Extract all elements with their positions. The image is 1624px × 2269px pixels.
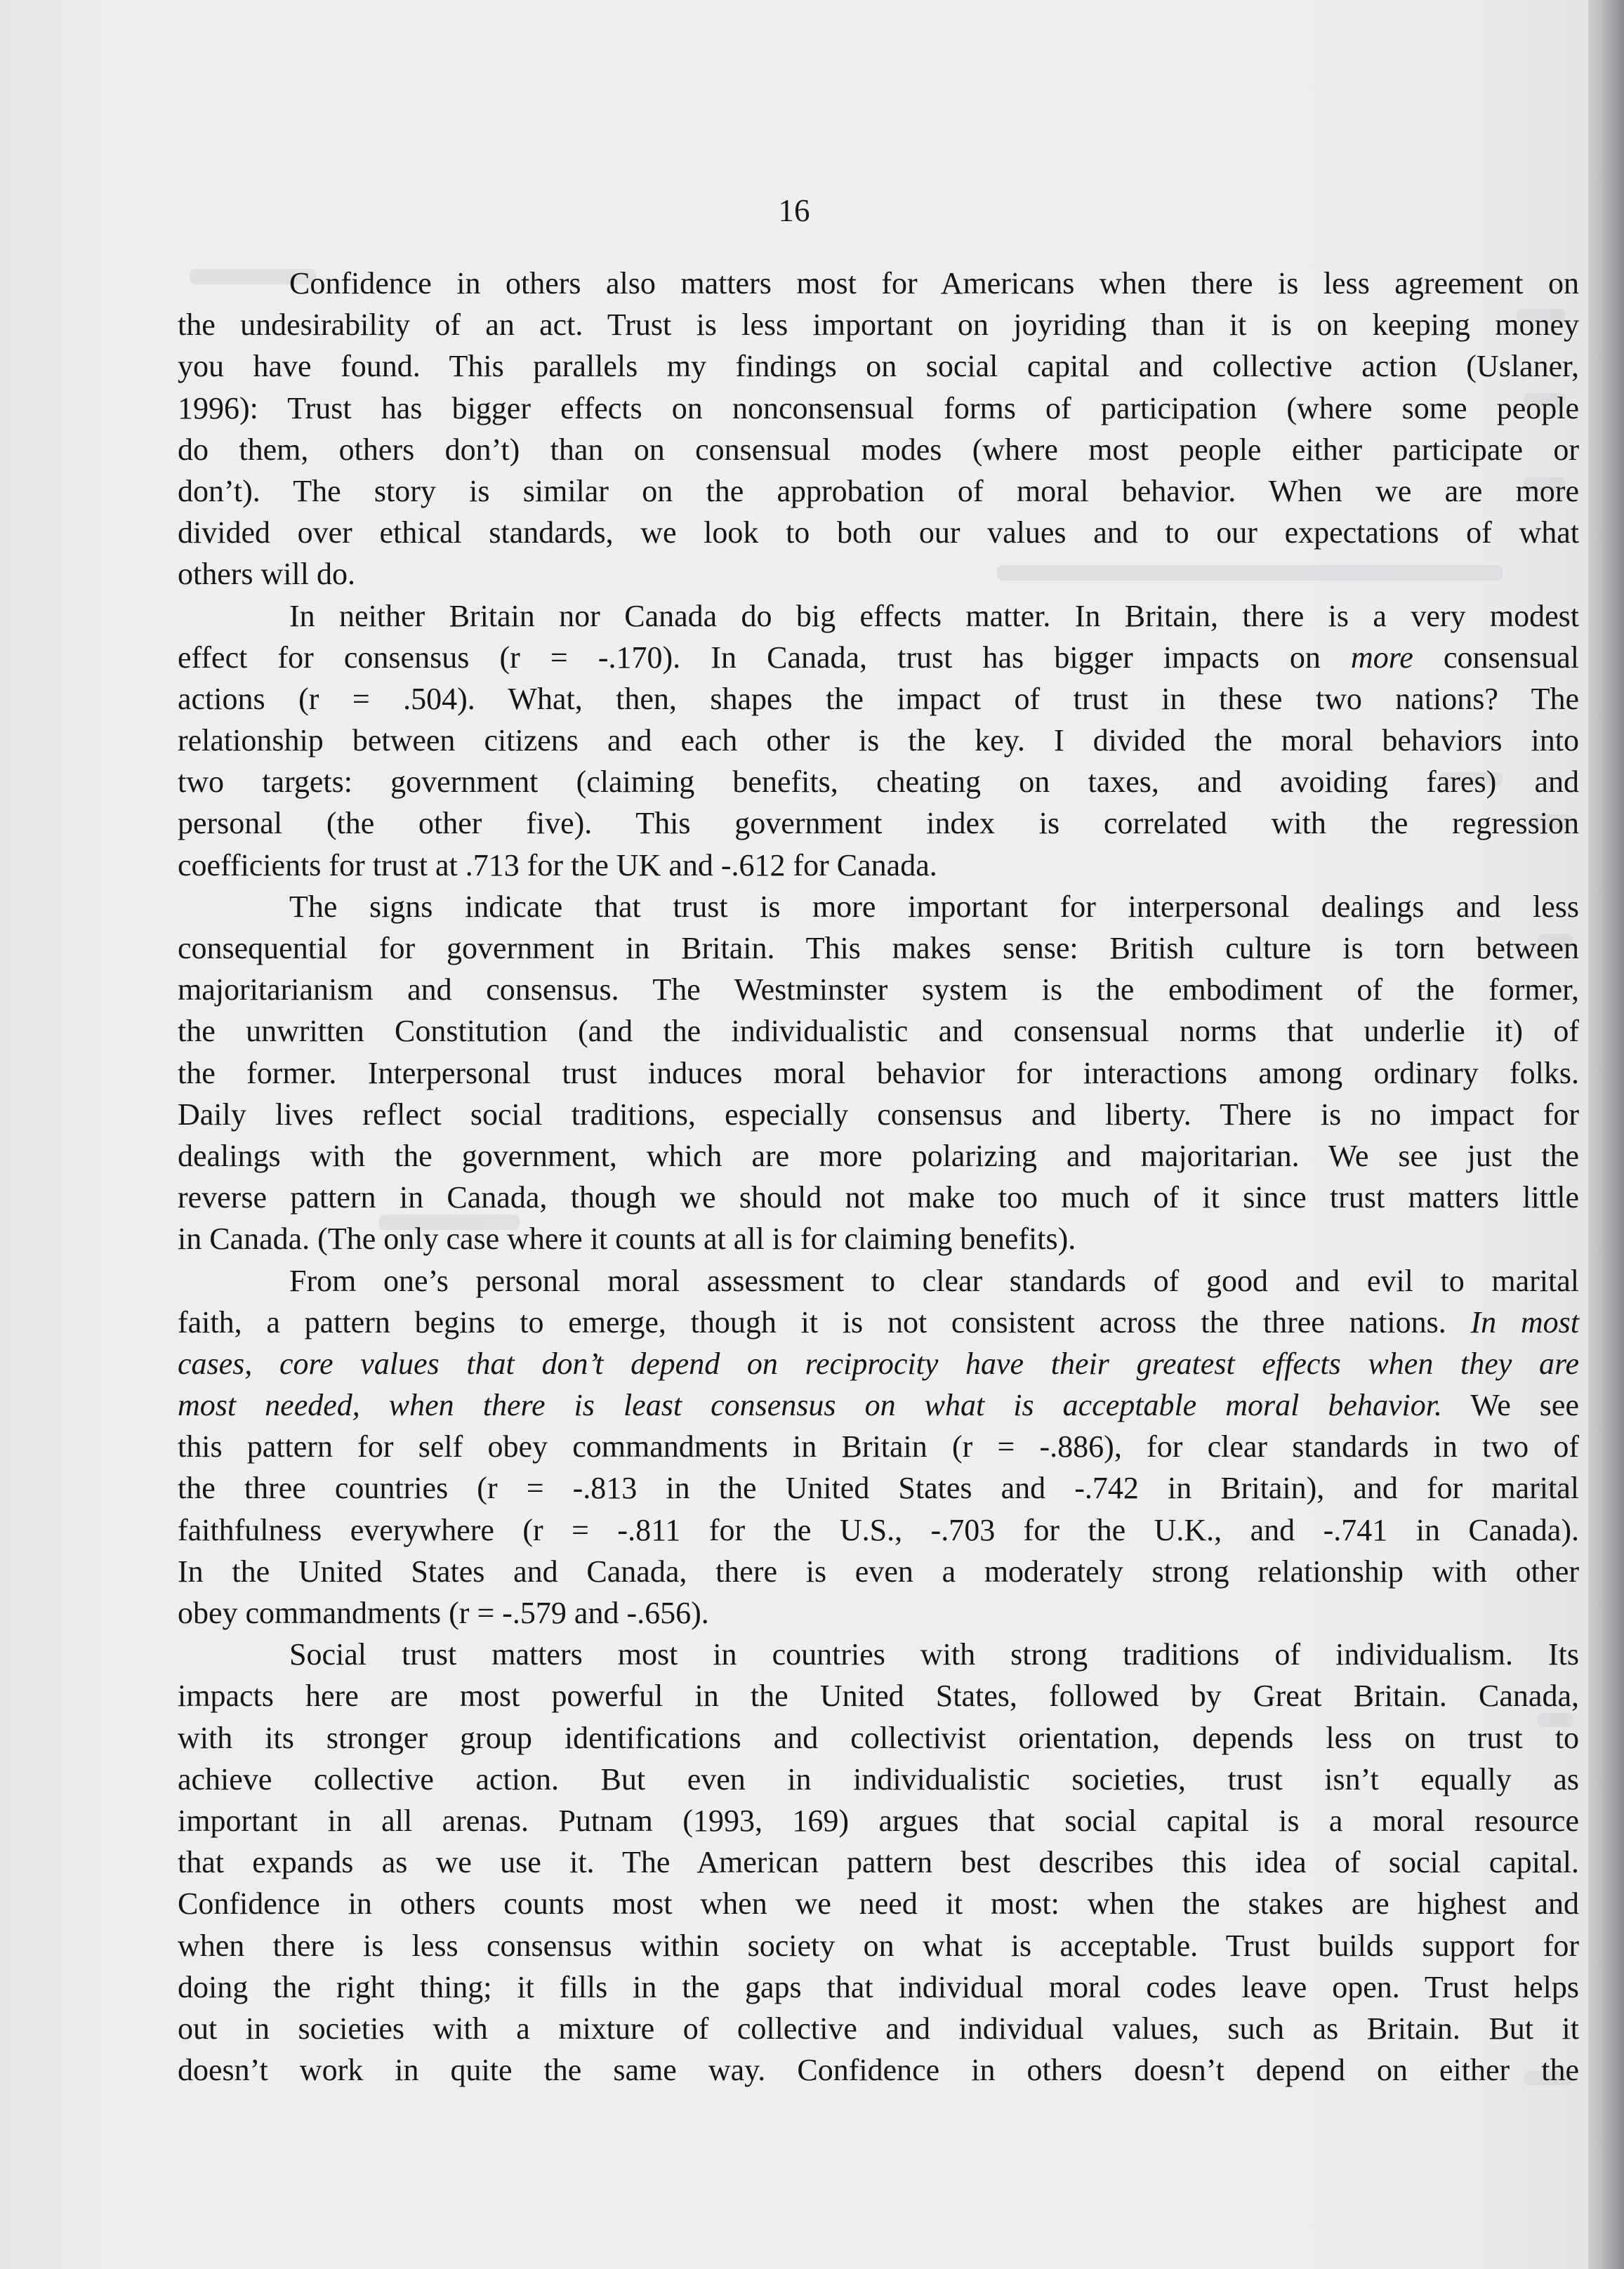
text-line xyxy=(178,969,1579,1010)
text-line xyxy=(178,1177,1579,1218)
text-line xyxy=(178,1925,1579,1966)
text-line xyxy=(178,1800,1579,1841)
text-line xyxy=(178,1675,1579,1716)
text-segment: consensual xyxy=(1413,640,1579,675)
text-line xyxy=(178,1260,1579,1302)
text-segment: that expands as we use it. The American pattern best describes this idea of social capital. xyxy=(178,1845,1579,1880)
text-line xyxy=(178,1052,1579,1094)
text-segment: two targets: government (claiming benefits, cheating on taxes, and avoiding fares) and xyxy=(178,765,1579,800)
text-segment: the undesirability of an act. Trust is less important on joyriding than it is on keeping money xyxy=(178,307,1579,343)
text-line xyxy=(178,2008,1579,2049)
text-segment: Daily lives reflect social traditions, especially consensus and liberty. There is no impact for xyxy=(178,1097,1579,1132)
text-segment: doing the right thing; it fills in the gaps that individual moral codes leave open. Trust helps xyxy=(178,1969,1579,2004)
text-line xyxy=(178,1883,1579,1924)
text-line xyxy=(178,1717,1579,1759)
italic-text-segment: cases, core values that don’t depend on reciprocity have their greatest effects when they are xyxy=(178,1346,1579,1381)
text-line xyxy=(178,761,1579,802)
text-segment: you have found. This parallels my findings on social capital and collective action (Uslaner, xyxy=(178,349,1579,384)
text-segment: In neither Britain nor Canada do big effects matter. In Britain, there is a very modest xyxy=(289,598,1579,633)
text-segment: actions (r = .504). What, then, shapes the impact of trust in these two nations? The xyxy=(178,681,1579,716)
text-line xyxy=(178,1302,1579,1343)
text-segment: important in all arenas. Putnam (1993, 169) argues that social capital is a moral resource xyxy=(178,1803,1579,1838)
text-segment: dealings with the government, which are more polarizing and majoritarian. We see just the xyxy=(178,1138,1579,1173)
text-segment: in Canada. (The only case where it counts at all is for claiming benefits). xyxy=(178,1222,1076,1257)
text-line xyxy=(178,595,1579,637)
text-segment: faithfulness everywhere (r = -.811 for the U.S., -.703 for the U.K., and -.741 in Canada). xyxy=(178,1512,1579,1547)
text-line xyxy=(178,345,1579,387)
text-segment: with its stronger group identifications and collectivist orientation, depends less on trust to xyxy=(178,1720,1579,1755)
text-line xyxy=(178,429,1579,470)
text-line xyxy=(178,1509,1579,1551)
text-line xyxy=(178,1343,1579,1384)
text-line xyxy=(178,1094,1579,1135)
text-line xyxy=(178,1467,1579,1509)
text-segment: achieve collective action. But even in individualistic societies, trust isn’t equally as xyxy=(178,1761,1579,1797)
text-segment: Confidence in others also matters most for Americans when there is less agreement on xyxy=(289,266,1579,300)
text-line xyxy=(178,678,1579,720)
text-segment: coefficients for trust at .713 for the UK and -.612 for Canada. xyxy=(178,847,937,882)
text-segment: majoritarianism and consensus. The Westminster system is the embodiment of the former, xyxy=(178,972,1579,1007)
italic-text-segment: In most xyxy=(1470,1304,1579,1339)
text-line xyxy=(178,1966,1579,2008)
text-line xyxy=(178,1384,1579,1426)
text-line xyxy=(178,720,1579,761)
text-line xyxy=(178,886,1579,927)
text-line xyxy=(178,802,1579,844)
text-line xyxy=(178,1634,1579,1675)
text-segment: divided over ethical standards, we look to both our values and to our expectations of what xyxy=(178,515,1579,550)
text-segment: when there is less consensus within society on what is acceptable. Trust builds support for xyxy=(178,1928,1579,1963)
text-segment: doesn’t work in quite the same way. Confidence in others doesn’t depend on either the xyxy=(178,2053,1579,2088)
text-segment: Confidence in others counts most when we need it most: when the stakes are highest and xyxy=(178,1886,1579,1921)
text-segment: 1996): Trust has bigger effects on nonconsensual forms of participation (where some people xyxy=(178,390,1579,425)
text-line xyxy=(178,388,1579,429)
text-segment: this pattern for self obey commandments in Britain (r = -.886), for clear standards in two of xyxy=(178,1429,1579,1464)
text-segment: others will do. xyxy=(178,557,355,592)
text-segment: reverse pattern in Canada, though we should not make too much of it since trust matters little xyxy=(178,1180,1579,1215)
text-line xyxy=(178,927,1579,969)
text-segment: the unwritten Constitution (and the individualistic and consensual norms that underlie it) of xyxy=(178,1014,1579,1049)
italic-text-segment: more xyxy=(1351,640,1413,675)
text-line xyxy=(178,553,1579,595)
text-segment: out in societies with a mixture of collective and individual values, such as Britain. But it xyxy=(178,2011,1579,2046)
body-text xyxy=(178,263,1579,2091)
text-line xyxy=(178,1426,1579,1467)
text-segment: consequential for government in Britain. This makes sense: British culture is torn between xyxy=(178,931,1579,965)
text-line xyxy=(178,1759,1579,1800)
text-line xyxy=(178,1592,1579,1634)
text-segment: From one’s personal moral assessment to clear standards of good and evil to marital xyxy=(289,1263,1579,1298)
text-line xyxy=(178,1841,1579,1883)
text-segment: Social trust matters most in countries with strong traditions of individualism. Its xyxy=(289,1637,1579,1672)
text-segment: the three countries (r = -.813 in the United States and -.742 in Britain), and for marital xyxy=(178,1471,1579,1506)
text-segment: the former. Interpersonal trust induces moral behavior for interactions among ordinary folks. xyxy=(178,1055,1579,1090)
text-line xyxy=(178,512,1579,553)
text-segment: don’t). The story is similar on the approbation of moral behavior. When we are more xyxy=(178,473,1579,508)
text-line xyxy=(178,1218,1579,1259)
text-line xyxy=(178,263,1579,304)
italic-text-segment: most needed, when there is least consensus on what is acceptable moral behavior. xyxy=(178,1388,1442,1423)
text-line xyxy=(178,1551,1579,1592)
text-segment: In the United States and Canada, there is even a moderately strong relationship with other xyxy=(178,1554,1579,1589)
text-segment: relationship between citizens and each other is the key. I divided the moral behaviors into xyxy=(178,723,1579,758)
text-segment: do them, others don’t) than on consensual modes (where most people either participate or xyxy=(178,432,1579,467)
text-segment: The signs indicate that trust is more important for interpersonal dealings and less xyxy=(289,889,1579,924)
text-line xyxy=(178,637,1579,678)
text-line xyxy=(178,304,1579,345)
text-segment: impacts here are most powerful in the United States, followed by Great Britain. Canada, xyxy=(178,1679,1579,1714)
page-number: 16 xyxy=(778,193,810,228)
text-segment: effect for consensus (r = -.170). In Canada, trust has bigger impacts on xyxy=(178,640,1351,675)
text-segment: We see xyxy=(1441,1388,1579,1423)
text-segment: personal (the other five). This government index is correlated with the regression xyxy=(178,806,1579,841)
text-segment: faith, a pattern begins to emerge, though it is not consistent across the three nations. xyxy=(178,1304,1471,1339)
text-line xyxy=(178,845,1579,886)
text-segment: obey commandments (r = -.579 and -.656). xyxy=(178,1596,709,1630)
text-line xyxy=(178,1010,1579,1052)
text-line xyxy=(178,1135,1579,1177)
text-line xyxy=(178,2049,1579,2091)
page-edge-shadow xyxy=(1588,0,1624,2269)
text-line xyxy=(178,470,1579,512)
